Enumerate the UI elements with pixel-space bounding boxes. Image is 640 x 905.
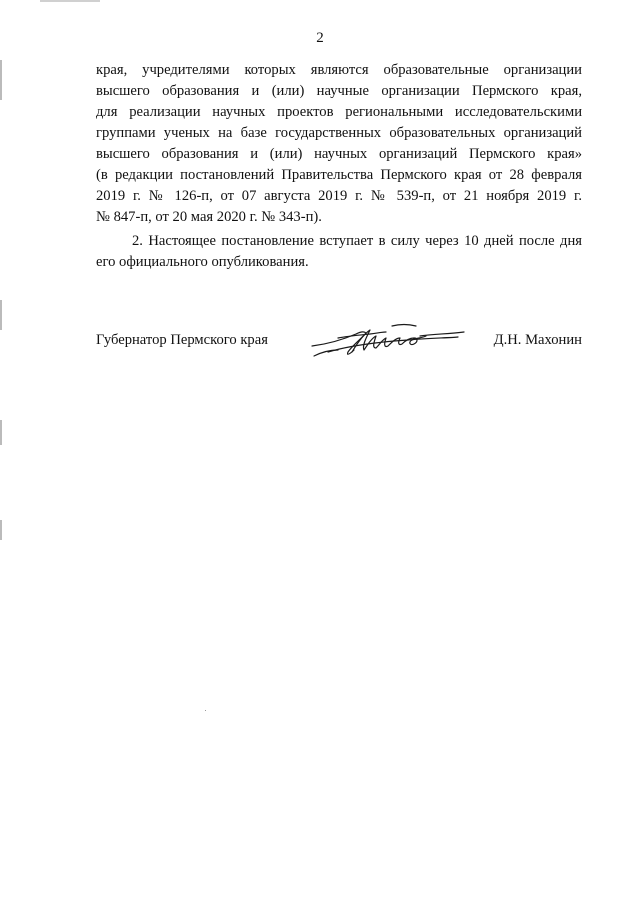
scan-edge-left	[0, 420, 2, 445]
text-line: № 847-п, от 20 мая 2020 г. № 343-п).	[96, 209, 322, 225]
handwritten-signature	[308, 316, 468, 366]
scan-edge-left	[0, 60, 2, 100]
signatory-name: Д.Н. Махонин	[493, 332, 582, 348]
paragraph-2	[96, 231, 582, 273]
text-line: высшего образования и (или) научных организаций Пермского края»	[96, 146, 582, 162]
text-line: для реализации научных проектов региональными исследовательскими	[96, 104, 582, 120]
signature-block	[96, 330, 582, 370]
signatory-title: Губернатор Пермского края	[96, 332, 268, 348]
text-line: его официального опубликования.	[96, 254, 309, 270]
text-line: (в редакции постановлений Правительства Пермского края от 28 февраля	[96, 167, 582, 183]
scan-speck	[205, 710, 206, 711]
text-line: края, учредителями которых являются образовательные организации	[96, 62, 582, 78]
scan-edge-left	[0, 300, 2, 330]
page-number: 2	[316, 30, 324, 46]
paragraph-1	[96, 60, 582, 228]
scan-edge-top	[40, 0, 100, 2]
text-line: группами ученых на базе государственных образовательных организаций	[96, 125, 582, 141]
scan-edge-left	[0, 520, 2, 540]
text-line: высшего образования и (или) научные организации Пермского края,	[96, 83, 582, 99]
text-line: 2. Настоящее постановление вступает в силу через 10 дней после дня	[132, 233, 582, 249]
text-line: 2019 г. № 126-п, от 07 августа 2019 г. № 539-п, от 21 ноября 2019 г.	[96, 188, 582, 204]
document-body	[96, 60, 582, 273]
